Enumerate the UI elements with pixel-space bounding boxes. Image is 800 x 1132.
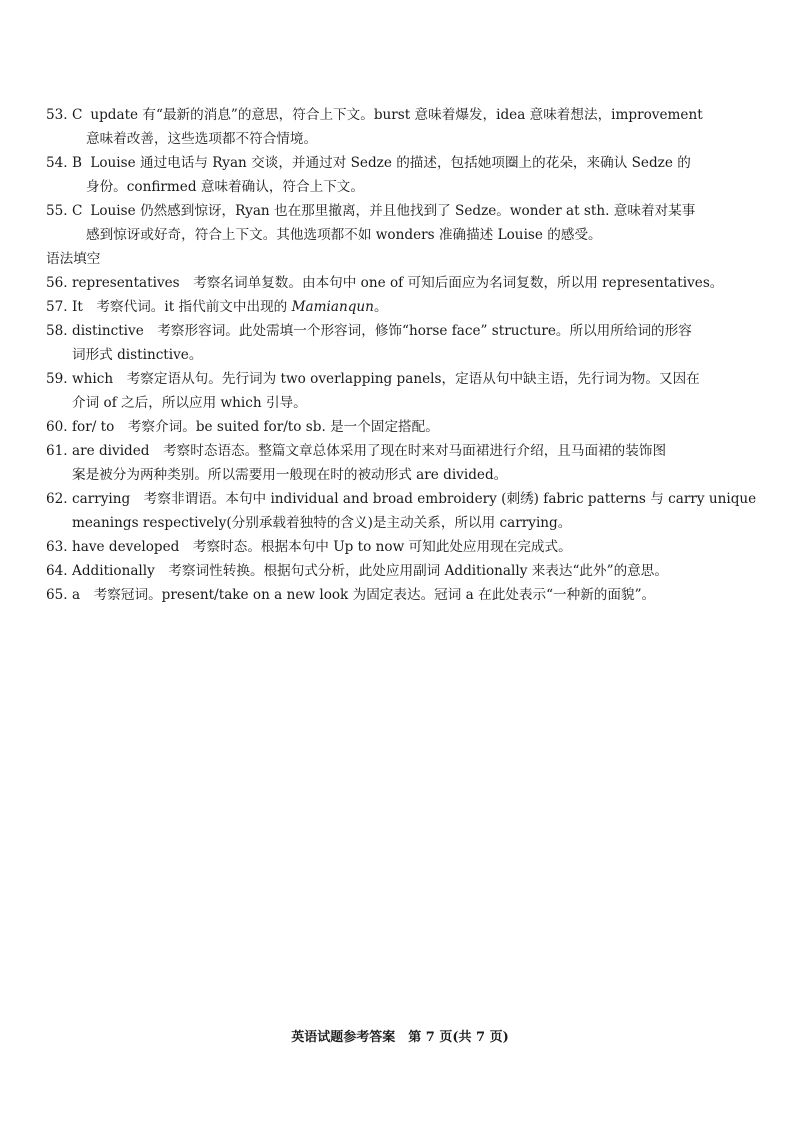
answer-item-59 (46, 367, 758, 415)
answer-letter: C (72, 107, 83, 123)
explanation-text: 。 (373, 299, 388, 315)
answer-item-56 (46, 271, 758, 295)
item-number: 59. (46, 371, 68, 387)
item-number: 64. (46, 563, 68, 579)
explanation-text: 意味着改善，这些选项都不符合情境。 (86, 131, 318, 147)
answer-item-61 (46, 439, 758, 487)
explanation-text: meanings respectively(分别承载着独特的含义)是主动关系，所以用 carrying。 (72, 515, 572, 531)
explanation-text: Additionally 考察词性转换。根据句式分析，此处应用副词 Additionally 来表达“此外”的意思。 (72, 563, 668, 579)
item-number: 58. (46, 323, 68, 339)
answer-item-62 (46, 487, 758, 535)
explanation-text: Louise 通过电话与 Ryan 交谈，并通过对 Sedze 的描述，包括她项圈上的花朵，来确认 Sedze 的 (90, 155, 691, 171)
item-number: 55. (46, 203, 68, 219)
explanation-text: 词形式 distinctive。 (72, 347, 203, 363)
italic-term: Mamianqun (291, 299, 374, 315)
explanation-text: are divided 考察时态语态。整篇文章总体采用了现在时来对马面裙进行介绍，且马面裙的装饰图 (72, 443, 667, 459)
item-number: 62. (46, 491, 68, 507)
answer-item-60 (46, 415, 758, 439)
explanation-text: representatives 考察名词单复数。由本句中 one of 可知后面应为名词复数，所以用 representatives。 (72, 275, 724, 291)
section-title: 语法填空 (46, 251, 101, 267)
page-footer: 英语试题参考答案 第 7 页(共 7 页) (291, 1030, 509, 1045)
answer-letter: B (72, 155, 82, 171)
item-number: 56. (46, 275, 68, 291)
explanation-text: update 有“最新的消息”的意思，符合上下文。burst 意味着爆发，idea 意味着想法，improvement (90, 107, 703, 123)
item-number: 57. (46, 299, 68, 315)
explanation-text: a 考察冠词。present/take on a new look 为固定表达。冠词 a 在此处表示“一种新的面貌”。 (72, 587, 656, 603)
explanation-text: It 考察代词。it 指代前文中出现的 (72, 299, 292, 315)
explanation-text: 感到惊讶或好奇，符合上下文。其他选项都不如 wonders 准确描述 Louise 的感受。 (86, 227, 602, 243)
explanation-text: for/ to 考察介词。be suited for/to sb. 是一个固定搭配。 (72, 419, 439, 435)
answer-item-58 (46, 319, 758, 367)
answer-item-65 (46, 583, 758, 607)
item-number: 63. (46, 539, 68, 555)
answer-item-53 (46, 103, 758, 151)
item-number: 54. (46, 155, 68, 171)
answer-letter: C (72, 203, 83, 219)
explanation-text: which 考察定语从句。先行词为 two overlapping panels，定语从句中缺主语，先行词为物。又因在 (72, 371, 700, 387)
answer-item-54 (46, 151, 758, 199)
answer-key-page (46, 103, 758, 607)
explanation-text: distinctive 考察形容词。此处需填一个形容词，修饰“horse face” structure。所以用所给词的形容 (72, 323, 692, 339)
explanation-text: 介词 of 之后，所以应用 which 引导。 (72, 395, 307, 411)
answer-item-55 (46, 199, 758, 247)
answer-item-57 (46, 295, 758, 319)
item-number: 60. (46, 419, 68, 435)
explanation-text: 身份。confirmed 意味着确认，符合上下文。 (86, 179, 364, 195)
item-number: 65. (46, 587, 68, 603)
answer-item-64 (46, 559, 758, 583)
answer-item-63 (46, 535, 758, 559)
explanation-text: Louise 仍然感到惊讶，Ryan 也在那里撤离，并且他找到了 Sedze。wonder at sth. 意味着对某事 (90, 203, 696, 219)
item-number: 53. (46, 107, 68, 123)
explanation-text: 案是被分为两种类别。所以需要用一般现在时的被动形式 are divided。 (72, 467, 508, 483)
item-number: 61. (46, 443, 68, 459)
explanation-text: have developed 考察时态。根据本句中 Up to now 可知此处应用现在完成式。 (72, 539, 572, 555)
explanation-text: carrying 考察非谓语。本句中 individual and broad embroidery (刺绣) fabric patterns 与 carry unique (72, 491, 757, 507)
